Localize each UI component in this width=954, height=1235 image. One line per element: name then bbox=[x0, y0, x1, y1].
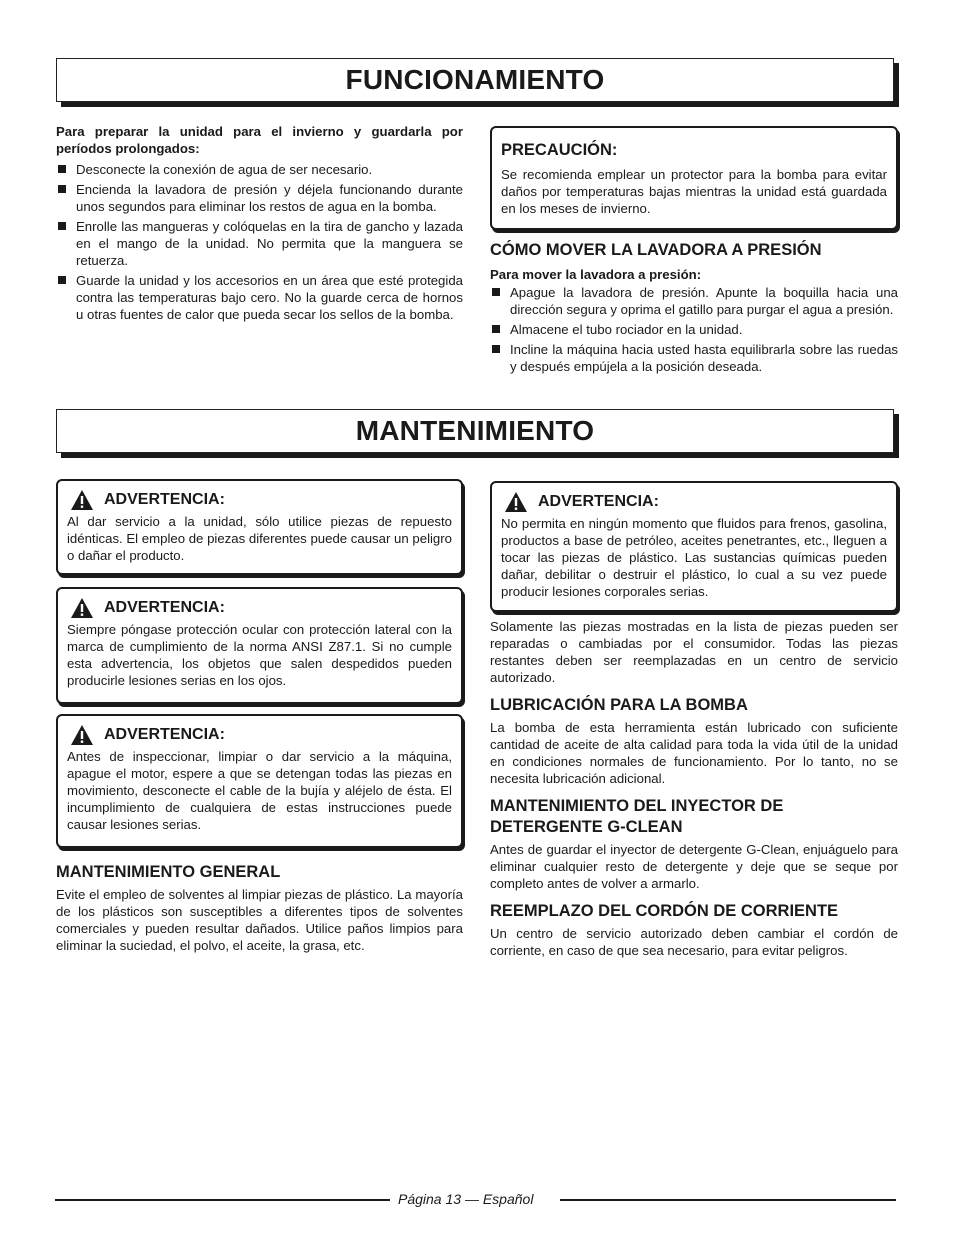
warning-text: Al dar servicio a la unidad, sólo utilice piezas de repuesto idénticas. El empleo de piezas diferentes puede causar un peligro o dañar el producto. bbox=[67, 514, 452, 563]
cord-title: REEMPLAZO DEL CORDÓN DE CORRIENTE bbox=[490, 902, 839, 920]
warning-text: Siempre póngase protección ocular con protección lateral con la marca de cumplimiento de la norma ANSI Z87.1. Si no cumple esta advertencia, los objetos que salen despedidos pueden producirle lesiones serias en los ojos. bbox=[67, 622, 452, 688]
list-item: Guarde la unidad y los accesorios en un área que esté protegida contra las temperaturas bajo cero. No la guarde cerca de hornos u otras fuentes de calor que pueda secar los sellos de la bomba. bbox=[56, 272, 463, 323]
warning-box-service bbox=[56, 714, 463, 848]
warning-title: ADVERTENCIA: bbox=[104, 599, 225, 616]
winter-storage-section bbox=[56, 123, 463, 326]
warning-title: ADVERTENCIA: bbox=[104, 491, 225, 508]
parts-text: Solamente las piezas mostradas en la lista de piezas pueden ser reparadas o cambiadas por el consumidor. Todas las piezas restantes deben ser reemplazadas en un centro de servicio autorizado. bbox=[490, 619, 898, 685]
warning-title: ADVERTENCIA: bbox=[538, 493, 659, 510]
caution-box bbox=[490, 126, 898, 230]
general-title: MANTENIMIENTO GENERAL bbox=[56, 863, 281, 881]
warning-triangle-icon bbox=[70, 489, 94, 511]
mantenimiento-header bbox=[56, 409, 894, 453]
warning-text: Antes de inspeccionar, limpiar o dar servicio a la máquina, apague el motor, espere a que se detengan todas las piezas en movimiento, desconecte el cable de la bujía y aléjelo de ésta. El incumplimiento de cualquiera de estas instrucciones puede causar lesiones serias. bbox=[67, 749, 452, 832]
page-footer bbox=[55, 1189, 896, 1209]
general-text: Evite el empleo de solventes al limpiar piezas de plástico. La mayoría de los plásticos son susceptibles a diferentes tipos de solventes comerciales y pueden resultar dañados. Utilice paños limpios para eliminar la suciedad, el polvo, el aceite, la grasa, etc. bbox=[56, 887, 463, 953]
moving-section bbox=[490, 240, 898, 378]
warning-heading bbox=[504, 491, 887, 513]
section-title: FUNCIONAMIENTO bbox=[345, 64, 605, 95]
warning-triangle-icon bbox=[70, 597, 94, 619]
warning-triangle-icon bbox=[70, 724, 94, 746]
list-item: Almacene el tubo rociador en la unidad. bbox=[490, 321, 898, 338]
general-maintenance-section bbox=[56, 862, 463, 954]
injector-text: Antes de guardar el inyector de detergente G-Clean, enjuáguelo para eliminar cualquier resto de detergente y deje que se seque por completo antes de volver a armarlo. bbox=[490, 842, 898, 891]
warning-heading bbox=[70, 489, 452, 511]
warning-heading bbox=[70, 724, 452, 746]
cord-text: Un centro de servicio autorizado deben cambiar el cordón de corriente, en caso de que sea necesario, para evitar peligros. bbox=[490, 926, 898, 958]
injector-title: MANTENIMIENTO DEL INYECTOR DE DETERGENTE G-CLEAN bbox=[490, 797, 784, 836]
move-list bbox=[490, 284, 898, 375]
maintenance-right-column bbox=[490, 618, 898, 959]
warning-text: No permita en ningún momento que fluidos para frenos, gasolina, productos a base de petróleo, aceites penetrantes, etc., lleguen a tocar las piezas de plástico. Las sustancias químicas pueden dañar, debilitar o destruir el plástico, lo cual a su vez puede producir lesiones corporales serias. bbox=[501, 516, 887, 599]
lube-text: La bomba de esta herramienta están lubricado con suficiente cantidad de aceite de alta calidad para toda la vida útil de la unidad en condiciones normales de funcionamiento. Por lo tanto, no se necesita lubricación adicional. bbox=[490, 720, 898, 786]
warning-heading bbox=[70, 597, 452, 619]
winter-intro: Para preparar la unidad para el invierno y guardarla por períodos prolongados: bbox=[56, 124, 463, 156]
footer-rule-right bbox=[560, 1199, 896, 1201]
page-number: Página 13 — Español bbox=[398, 1191, 534, 1207]
list-item: Enrolle las mangueras y colóquelas en la tira de gancho y lazada en el mango de la unidad. No permita que la manguera se retuerza. bbox=[56, 218, 463, 269]
caution-title: PRECAUCIÓN: bbox=[501, 141, 618, 159]
caution-text: Se recomienda emplear un protector para la bomba para evitar daños por temperaturas bajas mientras la unidad está guardada en los meses de invierno. bbox=[501, 167, 887, 216]
warning-box-eye bbox=[56, 587, 463, 704]
warning-box-parts bbox=[56, 479, 463, 575]
move-title: CÓMO MOVER LA LAVADORA A PRESIÓN bbox=[490, 241, 822, 259]
move-intro: Para mover la lavadora a presión: bbox=[490, 267, 702, 282]
winter-list bbox=[56, 161, 463, 323]
funcionamiento-header bbox=[56, 58, 894, 102]
list-item: Apague la lavadora de presión. Apunte la boquilla hacia una dirección segura y oprima el gatillo para purgar el agua a presión. bbox=[490, 284, 898, 318]
warning-box-chemicals bbox=[490, 481, 898, 612]
list-item: Desconecte la conexión de agua de ser necesario. bbox=[56, 161, 463, 178]
section-title: MANTENIMIENTO bbox=[355, 415, 595, 446]
warning-triangle-icon bbox=[504, 491, 528, 513]
list-item: Incline la máquina hacia usted hasta equilibrarla sobre las ruedas y después empújela a la posición deseada. bbox=[490, 341, 898, 375]
warning-title: ADVERTENCIA: bbox=[104, 726, 225, 743]
footer-rule-left bbox=[55, 1199, 390, 1201]
list-item: Encienda la lavadora de presión y déjela funcionando durante unos segundos para eliminar los restos de agua en la bomba. bbox=[56, 181, 463, 215]
lube-title: LUBRICACIÓN PARA LA BOMBA bbox=[490, 696, 748, 714]
